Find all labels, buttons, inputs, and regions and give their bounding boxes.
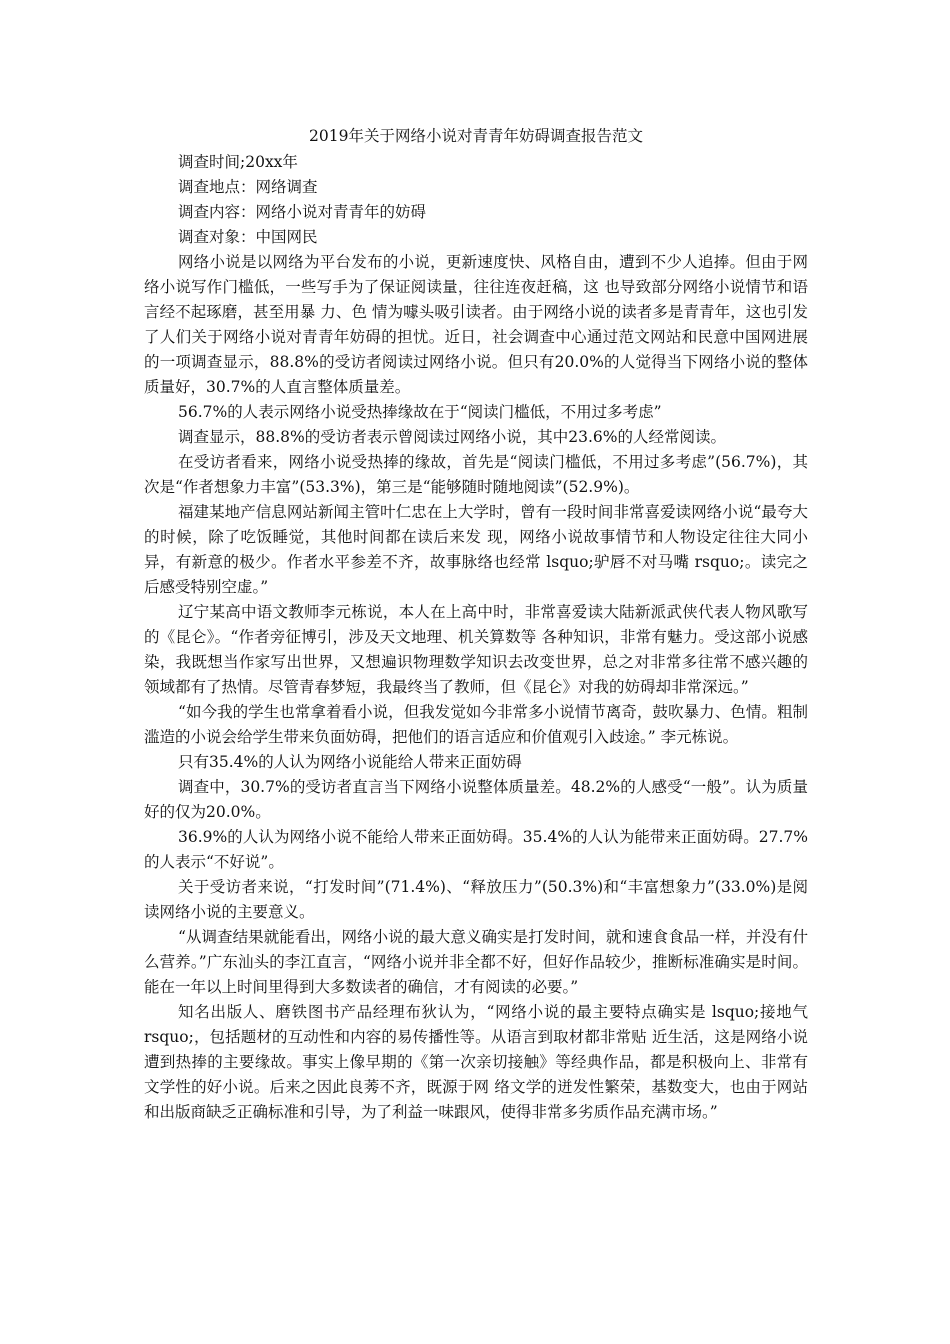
paragraph: 36.9%的人认为网络小说不能给人带来正面妨碍。35.4%的人认为能带来正面妨碍。27.7%的人表示“不好说”。 [144, 828, 808, 871]
paragraph: 在受访者看来，网络小说受热捧的缘故，首先是“阅读门槛低，不用过多考虑”(56.7%)，其次是“作者想象力丰富”(53.3%)，第三是“能够随时随地阅读”(52.9%)。 [144, 453, 808, 496]
paragraph: 知名出版人、磨铁图书产品经理布狄认为，“网络小说的最主要特点确实是 lsquo;接地气 rsquo;，包括题材的互动性和内容的易传播性等。从语言到取材都非常贴 近生活，这是网络小说遭到热捧的主要缘故。事实上像早期的《第一次亲切接触》等经典作品，都是积极向上、非常有文学性的好小说。后来之因此良莠不齐，既源于网 络文学的迸发性繁荣，基数变大，也由于网站和出版商缺乏正确标准和引导，为了利益一味跟风，使得非常多劣质作品充满市场。” [144, 1003, 808, 1121]
paragraph: “从调查结果就能看出，网络小说的最大意义确实是打发时间，就和速食食品一样，并没有什么营养。”广东汕头的李江直言，“网络小说并非全都不好，但好作品较少，推断标准确实是时间。能在一年以上时间里得到大多数读者的确信，才有阅读的必要。” [144, 928, 808, 996]
section-heading: 56.7%的人表示网络小说受热捧缘故在于“阅读门槛低，不用过多考虑” [178, 403, 662, 421]
meta-survey-location: 调查地点：网络调查 [178, 178, 318, 196]
paragraph: 关于受访者来说，“打发时间”(71.4%)、“释放压力”(50.3%)和“丰富想象力”(33.0%)是阅读网络小说的主要意义。 [144, 878, 808, 921]
paragraph: 调查中，30.7%的受访者直言当下网络小说整体质量差。48.2%的人感受“一般”。认为质量好的仅为20.0%。 [144, 778, 808, 821]
paragraph: 网络小说是以网络为平台发布的小说，更新速度快、风格自由，遭到不少人追捧。但由于网络小说写作门槛低，一些写手为了保证阅读量，往往连夜赶稿，这 也导致部分网络小说情节和语言经不起琢磨，甚至用暴 力、色 情为噱头吸引读者。由于网络小说的读者多是青青年，这也引发了人们关于网络小说对青青年妨碍的担忧。近日，社会调查中心通过范文网站和民意中国网进展的一项调查显示，88.8%的受访者阅读过网络小说。但只有20.0%的人觉得当下网络小说的整体质量好，30.7%的人直言整体质量差。 [144, 253, 808, 396]
body-text [144, 250, 808, 1125]
meta-survey-time: 调查时间;20xx年 [178, 153, 298, 171]
paragraph: 辽宁某高中语文教师李元栋说，本人在上高中时，非常喜爱读大陆新派武侠代表人物风歌写的《昆仑》。“作者旁征博引，涉及天文地理、机关算数等 各种知识，非常有魅力。受这部小说感染，我既想当作家写出世界，又想遍识物理数学知识去改变世界，总之对非常多往常不感兴趣的领域都有了热情。尽管青春梦短，我最终当了教师，但《昆仑》对我的妨碍却非常深远。” [144, 603, 808, 696]
meta-survey-subject: 调查对象：中国网民 [178, 228, 318, 246]
document-title: 2019年关于网络小说对青青年妨碍调查报告范文 [309, 127, 643, 145]
paragraph: “如今我的学生也常拿着看小说，但我发觉如今非常多小说情节离奇，鼓吹暴力、色情。粗制滥造的小说会给学生带来负面妨碍，把他们的语言适应和价值观引入歧途。” 李元栋说。 [144, 703, 808, 746]
meta-survey-content: 调查内容：网络小说对青青年的妨碍 [178, 203, 427, 221]
paragraph: 调查显示，88.8%的受访者表示曾阅读过网络小说，其中23.6%的人经常阅读。 [178, 428, 726, 446]
paragraph: 福建某地产信息网站新闻主管叶仁忠在上大学时，曾有一段时间非常喜爱读网络小说“最夸大的时候，除了吃饭睡觉，其他时间都在读后来发 现，网络小说故事情节和人物设定往往大同小异，有新意的极少。作者水平参差不齐，故事脉络也经常 lsquo;驴唇不对马嘴 rsquo;。读完之后感受特别空虚。” [144, 503, 808, 596]
section-heading: 只有35.4%的人认为网络小说能给人带来正面妨碍 [178, 753, 522, 771]
meta-block [144, 150, 808, 250]
document-page [144, 122, 808, 1125]
